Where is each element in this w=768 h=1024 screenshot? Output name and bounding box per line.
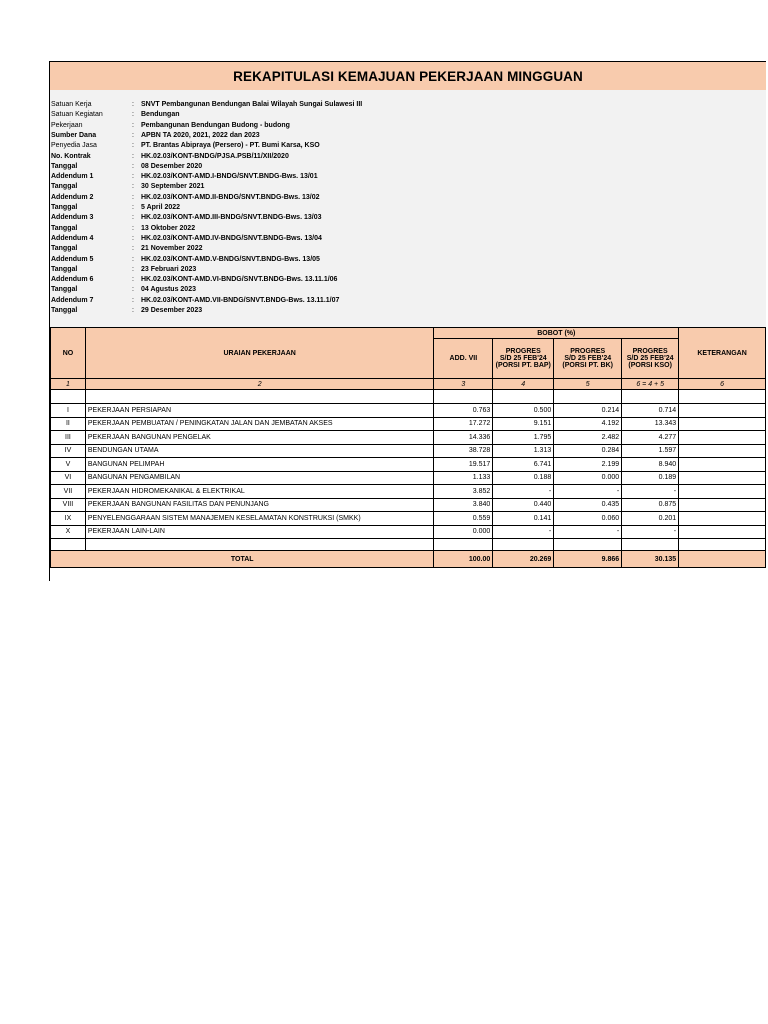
row-kso: 0.714 [622, 404, 679, 418]
info-colon: : [132, 224, 134, 232]
info-colon: : [132, 245, 134, 253]
table-row [51, 458, 766, 472]
info-value: HK.02.03/KONT-AMD.VII-BNDG/SNVT.BNDG-Bws. 13.11.1/07 [141, 296, 340, 304]
total-add: 100.00 [434, 551, 493, 568]
row-uraian: PEKERJAAN HIDROMEKANIKAL & ELEKTRIKAL [85, 485, 434, 499]
row-kso: 1.597 [622, 444, 679, 458]
row-bap: 0.188 [493, 471, 554, 485]
info-colon: : [132, 296, 134, 304]
info-label: Satuan Kegiatan [51, 111, 103, 119]
header-bap-line1: PROGRES [505, 348, 541, 355]
row-no: III [51, 431, 86, 445]
row-add: 38.728 [434, 444, 493, 458]
info-label: Addendum 7 [51, 296, 94, 304]
row-bk: 0.060 [554, 512, 622, 526]
info-label: Addendum 3 [51, 214, 94, 222]
info-value: 23 Februari 2023 [141, 265, 197, 273]
info-value: Pembangunan Bendungan Budong - budong [141, 121, 290, 129]
row-kso: - [622, 525, 679, 539]
header-keterangan: KETERANGAN [679, 328, 766, 379]
header-bobot: BOBOT (%) [434, 328, 679, 339]
row-add: 17.272 [434, 417, 493, 431]
row-uraian: PEKERJAAN PERSIAPAN [85, 404, 434, 418]
row-bap: 0.440 [493, 498, 554, 512]
progress-table [50, 327, 766, 568]
row-bap: - [493, 485, 554, 499]
index-cell: 4 [493, 379, 554, 390]
header-no: NO [51, 328, 86, 379]
row-bk: 0.000 [554, 471, 622, 485]
info-value: APBN TA 2020, 2021, 2022 dan 2023 [141, 131, 260, 139]
row-bap: 1.313 [493, 444, 554, 458]
header-add: ADD. VII [434, 339, 493, 379]
row-bk: 0.284 [554, 444, 622, 458]
info-value: HK.02.03/KONT-AMD.VI-BNDG/SNVT.BNDG-Bws. 13.11.1/06 [141, 276, 338, 284]
row-uraian: PEKERJAAN BANGUNAN FASILITAS DAN PENUNJANG [85, 498, 434, 512]
info-label: Addendum 5 [51, 255, 94, 263]
info-label: Sumber Dana [51, 131, 97, 139]
row-keterangan [679, 417, 766, 431]
row-kso: - [622, 485, 679, 499]
info-colon: : [132, 142, 134, 150]
table-row [51, 471, 766, 485]
info-colon: : [132, 152, 134, 160]
info-value: 21 November 2022 [141, 245, 203, 253]
row-no: V [51, 458, 86, 472]
info-label: Addendum 1 [51, 173, 94, 181]
info-colon: : [132, 265, 134, 273]
header-bap-line2: S/D 25 FEB'24 [499, 355, 547, 362]
row-no: VII [51, 485, 86, 499]
info-value: HK.02.03/KONT-AMD.II-BNDG/SNVT.BNDG-Bws. 13/02 [141, 193, 320, 201]
table-row [51, 404, 766, 418]
row-keterangan [679, 525, 766, 539]
info-value: Bendungan [141, 111, 180, 119]
report-sheet [49, 61, 766, 581]
row-uraian: PENYELENGGARAAN SISTEM MANAJEMEN KESELAMATAN KONSTRUKSI (SMKK) [85, 512, 434, 526]
row-add: 0.763 [434, 404, 493, 418]
row-add: 14.336 [434, 431, 493, 445]
total-label: TOTAL [51, 551, 434, 568]
row-bk: 4.192 [554, 417, 622, 431]
info-label: Addendum 2 [51, 193, 94, 201]
row-add: 0.559 [434, 512, 493, 526]
header-uraian: URAIAN PEKERJAAN [85, 328, 434, 379]
index-cell: 6 [679, 379, 766, 390]
header-bk-line2: S/D 25 FEB'24 [564, 355, 612, 362]
info-colon: : [132, 162, 134, 170]
table-row [51, 498, 766, 512]
info-colon: : [132, 286, 134, 294]
info-value: HK.02.03/KONT-AMD.V-BNDG/SNVT.BNDG-Bws. 13/05 [141, 255, 320, 263]
row-kso: 8.940 [622, 458, 679, 472]
table-row [51, 512, 766, 526]
row-add: 0.000 [434, 525, 493, 539]
row-uraian: PEKERJAAN LAIN-LAIN [85, 525, 434, 539]
info-value: PT. Brantas Abipraya (Persero) - PT. Bumi Karsa, KSO [141, 142, 320, 150]
header-bap-line3: (PORSI PT. BAP) [495, 362, 551, 369]
row-kso: 0.875 [622, 498, 679, 512]
row-kso: 0.201 [622, 512, 679, 526]
table-row [51, 525, 766, 539]
row-bk: - [554, 485, 622, 499]
header-bk-line3: (PORSI PT. BK) [562, 362, 613, 369]
info-label: Tanggal [51, 245, 78, 253]
info-value: 5 April 2022 [141, 204, 181, 211]
row-bk: 0.214 [554, 404, 622, 418]
row-no: IV [51, 444, 86, 458]
info-value: SNVT Pembangunan Bendungan Balai Wilayah Sungai Sulawesi III [141, 101, 363, 108]
row-kso: 13.343 [622, 417, 679, 431]
total-bk: 9.866 [554, 551, 622, 568]
info-colon: : [132, 276, 134, 284]
index-cell: 2 [85, 379, 434, 390]
index-cell: 5 [554, 379, 622, 390]
index-cell: 3 [434, 379, 493, 390]
info-label: Tanggal [51, 162, 78, 170]
row-bap: 9.151 [493, 417, 554, 431]
row-bk: 2.199 [554, 458, 622, 472]
info-colon: : [132, 204, 134, 211]
info-colon: : [132, 173, 134, 181]
table-row [51, 417, 766, 431]
info-value: 08 Desember 2020 [141, 162, 203, 170]
row-kso: 4.277 [622, 431, 679, 445]
header-kso-line1: PROGRES [632, 348, 668, 355]
info-label: Tanggal [51, 183, 78, 191]
row-bap: 1.795 [493, 431, 554, 445]
info-colon: : [132, 214, 134, 222]
info-label: Addendum 4 [51, 234, 94, 242]
info-value: HK.02.03/KONT-AMD.IV-BNDG/SNVT.BNDG-Bws. 13/04 [141, 234, 322, 242]
row-no: I [51, 404, 86, 418]
info-value: HK.02.03/KONT-AMD.I-BNDG/SNVT.BNDG-Bws. 13/01 [141, 173, 318, 181]
info-colon: : [132, 234, 134, 242]
row-no: X [51, 525, 86, 539]
row-uraian: BENDUNGAN UTAMA [85, 444, 434, 458]
info-value: 04 Agustus 2023 [141, 286, 196, 294]
info-label: Addendum 6 [51, 276, 94, 284]
blank-row [51, 539, 766, 551]
table-row [51, 444, 766, 458]
row-no: IX [51, 512, 86, 526]
row-keterangan [679, 512, 766, 526]
info-colon: : [132, 255, 134, 263]
row-add: 19.517 [434, 458, 493, 472]
info-colon: : [132, 111, 134, 119]
index-cell: 1 [51, 379, 86, 390]
header-kso-line3: (PORSI KSO) [628, 362, 672, 369]
total-row [51, 551, 766, 568]
info-value: 29 Desember 2023 [141, 307, 203, 314]
info-colon: : [132, 307, 134, 314]
info-label: Satuan Kerja [51, 101, 92, 108]
info-colon: : [132, 121, 134, 129]
row-bk: 0.435 [554, 498, 622, 512]
info-label: Penyedia Jasa [51, 142, 97, 150]
row-bap: 0.141 [493, 512, 554, 526]
row-keterangan [679, 485, 766, 499]
info-label: Tanggal [51, 286, 78, 294]
row-keterangan [679, 458, 766, 472]
total-keterangan [679, 551, 766, 568]
blank-row [51, 390, 766, 404]
row-bap: 6.741 [493, 458, 554, 472]
info-value: HK.02.03/KONT-BNDG/PJSA.PSB/11/XII/2020 [141, 152, 289, 160]
index-cell: 6 = 4 + 5 [622, 379, 679, 390]
row-add: 3.840 [434, 498, 493, 512]
row-add: 3.852 [434, 485, 493, 499]
report-title: REKAPITULASI KEMAJUAN PEKERJAAN MINGGUAN [50, 61, 766, 91]
table-row [51, 485, 766, 499]
table-row [51, 431, 766, 445]
row-uraian: BANGUNAN PENGAMBILAN [85, 471, 434, 485]
row-uraian: PEKERJAAN PEMBUATAN / PENINGKATAN JALAN DAN JEMBATAN AKSES [85, 417, 434, 431]
info-label: Tanggal [51, 307, 78, 314]
info-value: 13 Oktober 2022 [141, 224, 196, 232]
row-bk: - [554, 525, 622, 539]
row-uraian: BANGUNAN PELIMPAH [85, 458, 434, 472]
row-keterangan [679, 471, 766, 485]
total-bap: 20.269 [493, 551, 554, 568]
row-bap: - [493, 525, 554, 539]
row-keterangan [679, 498, 766, 512]
info-colon: : [132, 131, 134, 139]
header-bk-line1: PROGRES [570, 348, 606, 355]
header-progres-bk [554, 339, 622, 379]
row-keterangan [679, 431, 766, 445]
info-colon: : [132, 101, 134, 108]
info-label: Tanggal [51, 224, 78, 232]
row-uraian: PEKERJAAN BANGUNAN PENGELAK [85, 431, 434, 445]
row-kso: 0.189 [622, 471, 679, 485]
row-no: II [51, 417, 86, 431]
info-colon: : [132, 183, 134, 191]
row-add: 1.133 [434, 471, 493, 485]
row-keterangan [679, 404, 766, 418]
info-value: 30 September 2021 [141, 183, 205, 191]
row-bk: 2.482 [554, 431, 622, 445]
header-kso-line2: S/D 25 FEB'24 [626, 355, 674, 362]
header-progres-kso [622, 339, 679, 379]
row-keterangan [679, 444, 766, 458]
contract-info-block [50, 90, 766, 327]
row-no: VI [51, 471, 86, 485]
info-label: Tanggal [51, 204, 78, 211]
info-value: HK.02.03/KONT-AMD.III-BNDG/SNVT.BNDG-Bws. 13/03 [141, 214, 322, 222]
info-colon: : [132, 193, 134, 201]
info-label: No. Kontrak [51, 152, 91, 160]
row-bap: 0.500 [493, 404, 554, 418]
index-row [51, 379, 766, 390]
info-label: Tanggal [51, 265, 78, 273]
info-label: Pekerjaan [51, 121, 83, 129]
header-progres-bap [493, 339, 554, 379]
total-kso: 30.135 [622, 551, 679, 568]
row-no: VIII [51, 498, 86, 512]
